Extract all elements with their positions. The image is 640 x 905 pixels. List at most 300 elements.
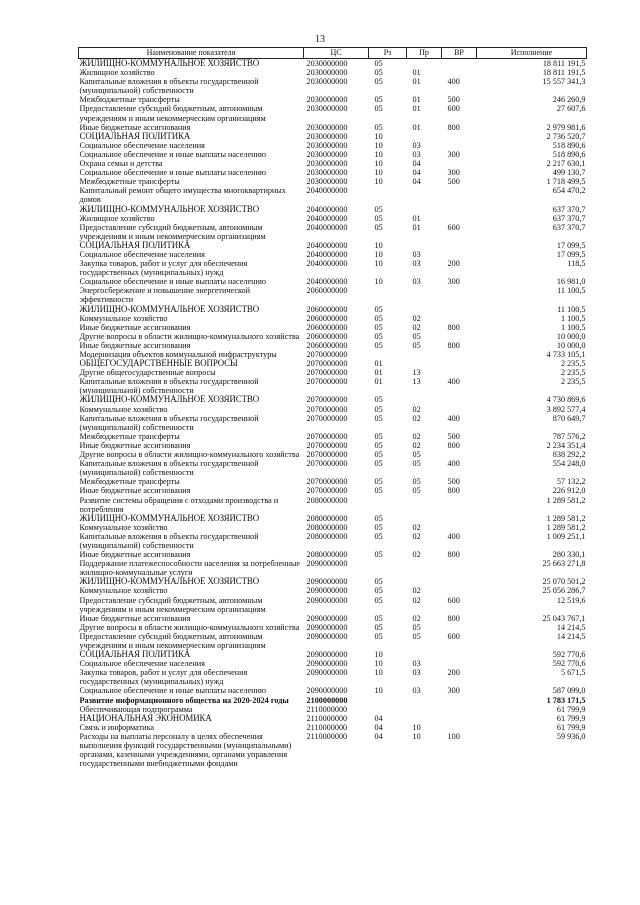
row-cs: 2040000000 (306, 277, 348, 287)
row-rz: 05 (374, 431, 383, 441)
row-rz: 05 (374, 104, 383, 114)
row-amount: 14 214,5 (556, 631, 586, 641)
row-rz: 10 (374, 149, 383, 159)
table-row (79, 686, 587, 695)
row-vr (442, 559, 477, 577)
row-vr (442, 450, 477, 459)
row-rz: 05 (374, 613, 383, 623)
row-pr (407, 650, 442, 659)
row-rz: 05 (374, 450, 383, 460)
row-rz: 05 (374, 631, 383, 641)
row-pr: 03 (412, 140, 421, 150)
row-amount: 14 214,5 (556, 622, 586, 632)
row-name: Капитальные вложения в объекты государственной (муниципальной) собственности (79, 377, 259, 396)
row-pr: 02 (412, 431, 421, 441)
row-cs: 2110000000 (306, 704, 348, 714)
table-row (79, 450, 587, 459)
row-vr: 800 (447, 613, 460, 623)
row-cs: 2030000000 (306, 59, 348, 68)
row-name: СОЦИАЛЬНАЯ ПОЛИТИКА (79, 650, 191, 660)
row-pr: 02 (412, 595, 421, 605)
row-name: Предоставление субсидий бюджетным, автономным учреждениям и иным некоммерческим организациям (79, 222, 266, 241)
table-row (79, 286, 587, 304)
row-pr: 03 (412, 149, 421, 159)
table-row (79, 523, 587, 532)
row-cs: 2070000000 (306, 377, 348, 387)
row-pr: 05 (412, 450, 421, 460)
row-amount: 61 799,9 (556, 713, 586, 723)
row-pr: 02 (412, 322, 421, 332)
row-name: Иные бюджетные ассигнования (79, 486, 191, 496)
row-vr (442, 723, 477, 732)
table-row (79, 241, 587, 250)
row-amount: 61 799,9 (556, 704, 586, 714)
table-row (79, 150, 587, 159)
row-amount: 518 890,6 (552, 140, 586, 150)
row-amount: 592 770,6 (552, 659, 586, 669)
row-amount: 1 289 581,2 (546, 495, 586, 505)
row-amount: 2 235,5 (560, 368, 586, 378)
row-vr: 200 (447, 668, 460, 678)
row-pr: 02 (412, 440, 421, 450)
row-cs: 2060000000 (306, 313, 348, 323)
table-row (79, 177, 587, 186)
row-rz: 10 (374, 249, 383, 259)
table-row (79, 305, 587, 314)
row-cs: 2060000000 (306, 322, 348, 332)
row-name: Иные бюджетные ассигнования (79, 550, 191, 560)
row-rz: 05 (374, 331, 383, 341)
row-name: Иные бюджетные ассигнования (79, 440, 191, 450)
row-amount: 11 100,5 (557, 286, 586, 296)
row-cs: 2030000000 (306, 131, 348, 141)
row-rz: 04 (374, 722, 383, 732)
row-amount: 25 663 271,8 (542, 559, 586, 569)
row-cs: 2070000000 (306, 350, 348, 359)
row-cs: 2090000000 (306, 668, 348, 678)
row-vr: 800 (447, 322, 460, 332)
row-cs: 2070000000 (306, 431, 348, 441)
row-vr: 400 (447, 459, 460, 469)
table-row (79, 104, 587, 122)
row-cs: 2030000000 (306, 140, 348, 150)
row-cs: 2080000000 (306, 550, 348, 560)
row-vr (442, 132, 477, 141)
table-row (79, 214, 587, 223)
row-vr (442, 659, 477, 668)
row-vr (442, 332, 477, 341)
row-pr (407, 59, 442, 69)
row-name: Коммунальное хозяйство (79, 404, 168, 414)
table-row (79, 650, 587, 659)
row-vr (442, 623, 477, 632)
row-amount: 246 260,9 (552, 95, 586, 105)
table-row (79, 95, 587, 104)
row-name: Коммунальное хозяйство (79, 522, 168, 532)
table-row (79, 732, 587, 768)
row-rz: 05 (374, 513, 383, 523)
table-row (79, 441, 587, 450)
row-vr (442, 714, 477, 723)
row-vr (442, 314, 477, 323)
row-rz: 05 (374, 222, 383, 232)
row-rz: 05 (374, 595, 383, 605)
row-name: Другие вопросы в области жилищно-коммунального хозяйства (79, 331, 300, 341)
row-pr: 02 (412, 531, 421, 541)
row-cs: 2070000000 (306, 359, 348, 369)
table-row (79, 405, 587, 414)
row-amount: 12 519,6 (556, 595, 586, 605)
row-pr: 04 (412, 168, 421, 178)
row-pr: 01 (412, 213, 421, 223)
row-pr (407, 186, 442, 204)
table-row (79, 323, 587, 332)
row-amount: 637 370,7 (552, 213, 586, 223)
row-cs: 2110000000 (306, 731, 348, 741)
row-cs: 2030000000 (306, 77, 348, 87)
row-cs: 2030000000 (306, 177, 348, 187)
row-amount: 16 981,0 (556, 277, 586, 287)
row-pr: 01 (412, 222, 421, 232)
row-vr: 300 (447, 686, 460, 696)
row-pr: 03 (412, 277, 421, 287)
row-vr (442, 405, 477, 414)
table-row (79, 350, 587, 359)
row-amount: 654 470,2 (552, 186, 586, 196)
row-amount: 15 557 341,3 (542, 77, 586, 87)
table-row (79, 577, 587, 586)
row-amount: 118,5 (567, 259, 586, 269)
row-name: Межбюджетные трансферты (79, 95, 180, 105)
row-rz: 05 (374, 440, 383, 450)
row-pr (407, 286, 442, 304)
row-name: ОБЩЕГОСУДАРСТВЕННЫЕ ВОПРОСЫ (79, 359, 238, 369)
table-row (79, 68, 587, 77)
row-amount: 518 890,6 (552, 149, 586, 159)
row-cs: 2090000000 (306, 659, 348, 669)
row-name: Предоставление субсидий бюджетным, автономным учреждениям и иным некоммерческим организациям (79, 595, 266, 614)
row-pr: 10 (412, 722, 421, 732)
table-row (79, 632, 587, 650)
row-vr: 400 (447, 377, 460, 387)
row-rz: 05 (374, 486, 383, 496)
row-amount: 18 811 191,5 (542, 59, 586, 68)
row-name: Модернизация объектов коммунальной инфраструктуры (79, 350, 277, 359)
row-vr (442, 59, 477, 69)
row-rz (369, 286, 407, 304)
row-vr: 600 (447, 631, 460, 641)
row-name: ЖИЛИЩНО-КОММУНАЛЬНОЕ ХОЗЯЙСТВО (79, 204, 260, 214)
row-vr: 500 (447, 177, 460, 187)
table-row (79, 332, 587, 341)
row-name: Социальное обеспечение и иные выплаты населению (79, 686, 266, 696)
row-rz: 05 (374, 395, 383, 405)
row-vr: 800 (447, 440, 460, 450)
table-row (79, 477, 587, 486)
row-vr: 400 (447, 413, 460, 423)
row-amount: 637 370,7 (552, 222, 586, 232)
row-cs: 2090000000 (306, 686, 348, 696)
row-cs: 2090000000 (306, 577, 348, 587)
row-rz: 10 (374, 277, 383, 287)
row-pr (407, 559, 442, 577)
row-vr (442, 359, 477, 368)
row-cs: 2060000000 (306, 286, 348, 296)
row-cs: 2060000000 (306, 331, 348, 341)
row-name: Капитальные вложения в объекты государственной (муниципальной) собственности (79, 459, 259, 478)
expenditure-table (78, 47, 587, 768)
row-vr: 300 (447, 277, 460, 287)
row-pr: 03 (412, 668, 421, 678)
header-cs: ЦС (304, 48, 369, 59)
row-rz: 05 (374, 586, 383, 596)
row-pr: 13 (412, 377, 421, 387)
row-rz: 05 (374, 459, 383, 469)
row-name: ЖИЛИЩНО-КОММУНАЛЬНОЕ ХОЗЯЙСТВО (79, 513, 260, 523)
row-name: СОЦИАЛЬНАЯ ПОЛИТИКА (79, 131, 191, 141)
row-name: Развитие информационного общества на 2020-2024 годы (79, 695, 289, 705)
row-cs: 2090000000 (306, 622, 348, 632)
row-amount: 2 235,5 (560, 359, 586, 369)
row-vr: 800 (447, 550, 460, 560)
row-pr (407, 577, 442, 586)
header-name: Наименование показателя (79, 48, 304, 59)
row-vr: 800 (447, 122, 460, 132)
row-rz: 05 (374, 622, 383, 632)
table-row (79, 723, 587, 732)
row-rz: 05 (374, 577, 383, 587)
table-row (79, 168, 587, 177)
row-rz (369, 696, 407, 705)
row-rz: 10 (374, 140, 383, 150)
table-row (79, 59, 587, 69)
row-vr (442, 241, 477, 250)
row-amount: 1 783 171,5 (546, 695, 586, 705)
table-row (79, 623, 587, 632)
row-amount: 1 289 581,2 (546, 522, 586, 532)
header-rz: Рз (369, 48, 407, 59)
row-vr (442, 159, 477, 168)
row-cs: 2080000000 (306, 531, 348, 541)
row-vr (442, 141, 477, 150)
header-pr: Пр (407, 48, 442, 59)
row-amount: 1 009 251,1 (546, 531, 586, 541)
row-amount: 2 217 630,1 (546, 159, 586, 169)
row-amount: 4 733 105,1 (546, 350, 586, 359)
row-name: Коммунальное хозяйство (79, 313, 168, 323)
table-body (79, 59, 587, 769)
row-pr: 02 (412, 313, 421, 323)
row-name: Межбюджетные трансферты (79, 431, 180, 441)
row-cs: 2070000000 (306, 368, 348, 378)
row-name: Социальное обеспечение населения (79, 140, 205, 150)
row-name: Предоставление субсидий бюджетным, автономным учреждениям и иным некоммерческим организациям (79, 104, 266, 123)
row-vr (442, 650, 477, 659)
row-cs: 2040000000 (306, 213, 348, 223)
row-rz: 05 (374, 413, 383, 423)
row-amount: 10 000,0 (556, 340, 586, 350)
row-name: ЖИЛИЩНО-КОММУНАЛЬНОЕ ХОЗЯЙСТВО (79, 395, 260, 405)
table-row (79, 432, 587, 441)
row-name: Капитальные вложения в объекты государственной (муниципальной) собственности (79, 413, 259, 432)
row-amount: 870 649,7 (552, 413, 586, 423)
row-name: Межбюджетные трансферты (79, 477, 180, 487)
row-name: Иные бюджетные ассигнования (79, 340, 191, 350)
table-row (79, 559, 587, 577)
table-row (79, 77, 587, 95)
row-pr: 05 (412, 477, 421, 487)
row-pr: 05 (412, 622, 421, 632)
row-amount: 280 330,1 (552, 550, 586, 560)
row-pr (407, 696, 442, 705)
row-rz: 01 (374, 368, 383, 378)
row-cs: 2030000000 (306, 68, 348, 78)
row-amount: 27 607,6 (556, 104, 586, 114)
row-pr: 01 (412, 68, 421, 78)
row-pr (407, 205, 442, 214)
table-row (79, 532, 587, 550)
row-name: Закупка товаров, работ и услуг для обеспечения государственных (муниципальных) нужд (79, 259, 248, 278)
row-cs: 2030000000 (306, 168, 348, 178)
row-rz: 04 (374, 731, 383, 741)
row-name: Иные бюджетные ассигнования (79, 613, 191, 623)
row-name: Капитальные вложения в объекты государственной (муниципальной) собственности (79, 531, 259, 550)
row-vr (442, 250, 477, 259)
row-amount: 5 671,5 (560, 668, 586, 678)
row-cs: 2070000000 (306, 404, 348, 414)
row-rz: 05 (374, 213, 383, 223)
row-pr: 02 (412, 404, 421, 414)
row-name: Другие вопросы в области жилищно-коммунального хозяйства (79, 450, 300, 460)
row-cs: 2100000000 (306, 695, 348, 705)
row-vr: 400 (447, 531, 460, 541)
row-vr (442, 577, 477, 586)
table-header-row (79, 48, 587, 59)
row-cs: 2110000000 (306, 713, 348, 723)
row-amount: 10 000,0 (556, 331, 586, 341)
row-name: Иные бюджетные ассигнования (79, 122, 191, 132)
table-row (79, 459, 587, 477)
row-cs: 2080000000 (306, 495, 348, 505)
row-name: Энергосбережение и повышение энергетической эффективности (79, 286, 250, 305)
row-pr (407, 395, 442, 404)
row-cs: 2080000000 (306, 513, 348, 523)
row-amount: 2 979 981,6 (546, 122, 586, 132)
row-name: Связь и информатика (79, 722, 155, 732)
row-cs: 2060000000 (306, 340, 348, 350)
row-amount: 1 100,5 (560, 313, 586, 323)
row-pr: 10 (412, 731, 421, 741)
row-amount: 499 130,7 (552, 168, 586, 178)
row-vr (442, 705, 477, 714)
row-amount: 1 289 581,2 (546, 513, 586, 523)
row-pr: 05 (412, 340, 421, 350)
row-pr: 03 (412, 249, 421, 259)
row-cs: 2040000000 (306, 259, 348, 269)
row-pr: 01 (412, 122, 421, 132)
row-pr: 03 (412, 686, 421, 696)
row-name: Предоставление субсидий бюджетным, автономным учреждениям и иным некоммерческим организациям (79, 631, 266, 650)
table-row (79, 205, 587, 214)
row-name: Капитальные вложения в объекты государственной (муниципальной) собственности (79, 77, 259, 96)
row-cs: 2090000000 (306, 631, 348, 641)
row-amount: 226 912,0 (552, 486, 586, 496)
header-vr: ВР (442, 48, 477, 59)
row-cs: 2030000000 (306, 95, 348, 105)
row-amount: 25 056 286,7 (542, 586, 586, 596)
table-row (79, 159, 587, 168)
table-row (79, 377, 587, 395)
row-cs: 2090000000 (306, 595, 348, 605)
row-pr: 05 (412, 459, 421, 469)
row-rz (369, 496, 407, 514)
row-rz: 10 (374, 168, 383, 178)
row-cs: 2070000000 (306, 440, 348, 450)
row-vr: 400 (447, 77, 460, 87)
row-cs: 2040000000 (306, 240, 348, 250)
row-cs: 2040000000 (306, 222, 348, 232)
row-amount: 787 576,2 (552, 431, 586, 441)
table-row (79, 550, 587, 559)
table-row (79, 368, 587, 377)
row-pr (407, 714, 442, 723)
table-row (79, 705, 587, 714)
table-row (79, 359, 587, 368)
row-rz: 01 (374, 359, 383, 369)
row-cs: 2070000000 (306, 450, 348, 460)
row-rz: 10 (374, 240, 383, 250)
row-cs: 2070000000 (306, 477, 348, 487)
table-row (79, 123, 587, 132)
table-row (79, 223, 587, 241)
row-pr: 02 (412, 550, 421, 560)
row-rz: 10 (374, 159, 383, 169)
row-amount: 4 730 869,6 (546, 395, 586, 405)
row-rz (369, 186, 407, 204)
table-row (79, 714, 587, 723)
row-rz: 05 (374, 550, 383, 560)
row-rz: 05 (374, 531, 383, 541)
row-vr: 500 (447, 477, 460, 487)
table-row (79, 277, 587, 286)
row-rz: 05 (374, 313, 383, 323)
row-vr (442, 214, 477, 223)
row-pr: 02 (412, 613, 421, 623)
row-cs: 2060000000 (306, 304, 348, 314)
row-pr (407, 132, 442, 141)
row-cs: 2030000000 (306, 122, 348, 132)
row-rz: 05 (374, 122, 383, 132)
row-vr (442, 586, 477, 595)
row-cs: 2040000000 (306, 186, 348, 196)
row-vr (442, 186, 477, 204)
row-vr (442, 286, 477, 304)
table-row (79, 186, 587, 204)
row-cs: 2070000000 (306, 459, 348, 469)
row-rz: 10 (374, 259, 383, 269)
row-vr (442, 305, 477, 314)
row-vr: 300 (447, 149, 460, 159)
row-name: Обеспечивающая подпрограмма (79, 704, 193, 714)
row-rz: 05 (374, 304, 383, 314)
row-name: Развитие системы обращения с отходами производства и потребления (79, 495, 279, 514)
row-cs: 2070000000 (306, 413, 348, 423)
row-name: Расходы на выплаты персоналу в целях обеспечения выполнения функций государственными (муниципальными) органами, казенными учреждениями, органами управления государственными внебюджетными фондами (79, 731, 292, 769)
row-rz: 05 (374, 68, 383, 78)
row-cs: 2090000000 (306, 586, 348, 596)
row-name: Коммунальное хозяйство (79, 586, 168, 596)
row-cs: 2090000000 (306, 650, 348, 660)
